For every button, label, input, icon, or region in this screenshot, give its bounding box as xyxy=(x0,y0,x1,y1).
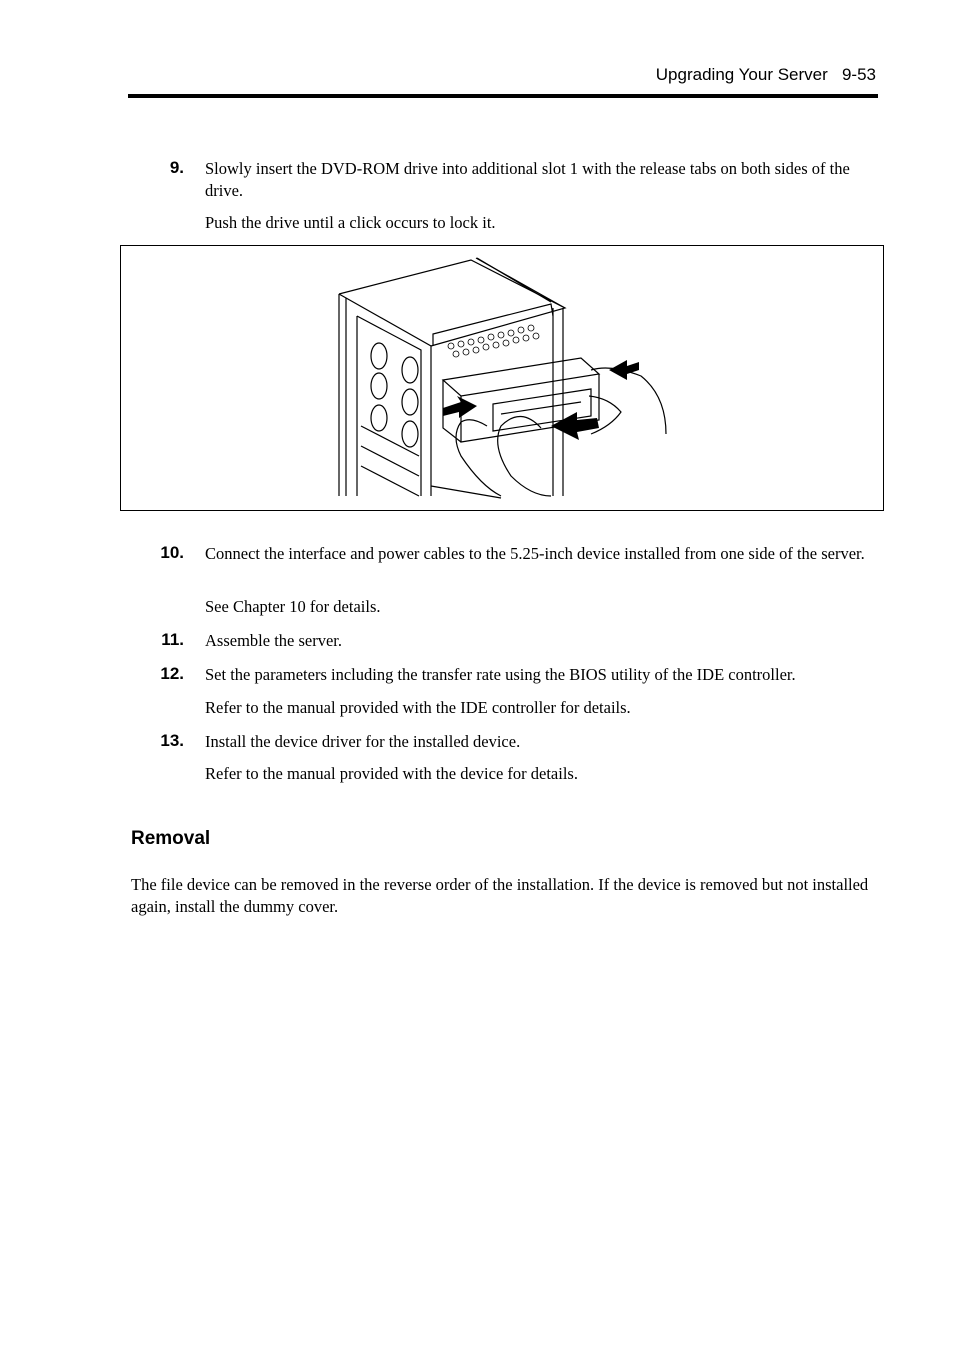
step-text: Install the device driver for the installed device. xyxy=(205,732,521,751)
drive-insertion-illustration xyxy=(121,246,883,510)
step-number: 11. xyxy=(161,630,184,649)
section-title-removal: Removal xyxy=(131,828,211,849)
header-rule xyxy=(128,94,878,98)
running-header xyxy=(656,65,876,85)
step-text: Assemble the server. xyxy=(205,631,343,650)
step-number: 13. xyxy=(160,731,184,750)
step-text: Slowly insert the DVD-ROM drive into additional slot 1 with the release tabs on both sides of the drive. xyxy=(205,159,850,200)
step-note: See Chapter 10 for details. xyxy=(205,597,381,616)
step-note: Refer to the manual provided with the IDE controller for details. xyxy=(205,698,631,717)
step-note: Refer to the manual provided with the device for details. xyxy=(205,764,578,783)
step-number: 12. xyxy=(160,664,184,683)
removal-paragraph: The file device can be removed in the reverse order of the installation. If the device is removed but not installed again, install the dummy cover. xyxy=(131,875,869,916)
step-text: Connect the interface and power cables to the 5.25-inch device installed from one side of the server. xyxy=(205,544,865,563)
step-number: 9. xyxy=(169,158,184,177)
page-number: 9-53 xyxy=(841,65,876,84)
step-text: Set the parameters including the transfer rate using the BIOS utility of the IDE controller. xyxy=(205,665,796,684)
figure-drive-insertion xyxy=(120,245,884,511)
step-note: Push the drive until a click occurs to lock it. xyxy=(205,213,496,232)
step-number: 10. xyxy=(160,543,184,562)
chapter-title: Upgrading Your Server xyxy=(655,65,828,84)
